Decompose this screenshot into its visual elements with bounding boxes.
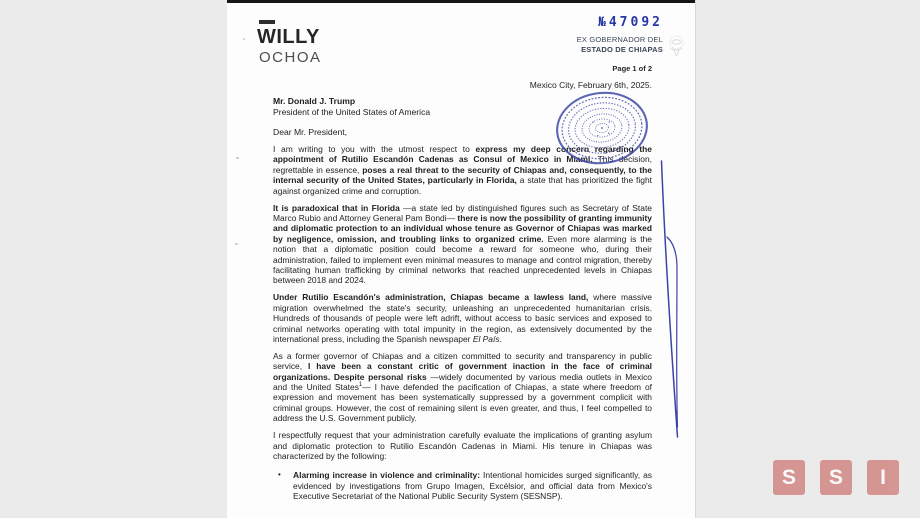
letter-page	[227, 0, 696, 518]
logo-text-ochoa: OCHOA	[259, 49, 322, 66]
letter-paragraph: I am writing to you with the utmost respect to express my deep concern regarding the appointment of Rutilio Escandón Cadenas as Consul of Mexico in Miami. This decision, regrettable in essence, poses a real threat to the security of Chiapas and, consequently, to the internal security of the United States, particularly in Florida, a state that has prioritized the fight against organized crime and corruption.	[273, 144, 653, 196]
ssi-watermark-letter: S	[820, 460, 852, 495]
letter-body	[273, 144, 652, 502]
recipient-block	[273, 96, 430, 117]
page-top-scan-edge	[227, 0, 695, 3]
office-title	[577, 35, 663, 55]
scan-speck	[235, 243, 238, 245]
scan-speck	[236, 157, 239, 159]
logo-text-willy: WILLY	[257, 26, 320, 48]
willy-ochoa-logo	[257, 20, 322, 65]
folio-stamp-number: №47092	[598, 15, 663, 30]
ssi-watermark	[773, 460, 899, 495]
bullet-marker: •	[278, 470, 281, 480]
page-indicator: Page 1 of 2	[612, 64, 652, 73]
letterhead-right-block	[577, 15, 663, 55]
bullet-item: • Alarming increase in violence and criminality: Intentional homicides surged significantly, as evidenced by investigations from Grupo Imagen, Excélsior, and official data from Mexico's Executive Secretariat of the National Public Security System (SESNSP).	[278, 470, 652, 502]
recipient-title: President of the United States of America	[273, 106, 431, 117]
letter-paragraph: I respectfully request that your administration carefully evaluate the implications of granting asylum and diplomatic protection to Rutilio Escandón Cadenas in Miami. His tenure in Chiapas was characterized by the following:	[273, 430, 652, 461]
letter-paragraph: Under Rutilio Escandón's administration, Chiapas became a lawless land, where massive migration overwhelmed the state's security, unleashing an unprecedented humanitarian crisis. Hundreds of thousands of people were left adrift, without access to basic services and exposed to criminal networks operating with total impunity in the region, as extensively documented by the international press, including the Spanish newspaper El País.	[273, 292, 652, 344]
date-line: Mexico City, February 6th, 2025.	[529, 80, 652, 90]
recipient-name: Mr. Donald J. Trump	[273, 96, 356, 106]
ssi-watermark-letter: S	[773, 460, 805, 495]
coat-of-arms-icon	[667, 34, 686, 62]
letter-paragraph: As a former governor of Chiapas and a citizen committed to security and transparency in public service, I have been a constant critic of government inaction in the face of criminal organizations. Despite personal risks —widely documented by various media outlets in Mexico and the United States$^1$— I have defended the pacification of Chiapas, a state where freedom of expression and movement has been systematically suppressed by a government complicit with criminal groups. However, the cost of remaining silent is even greater, and thus, I feel compelled to address the U.S. Government publicly.	[273, 350, 653, 424]
scan-speck	[243, 38, 245, 40]
letter-paragraph: It is paradoxical that in Florida —a state led by distinguished figures such as Secretary of State Marco Rubio and Attorney General Pam Bondi— there is now the possibility of granting immunity and diplomatic protection to an individual whose tenure as Governor of Chiapas was marked by negligence, omission, and troubling links to organized crime. Even more alarming is the notion that a diplomatic position could become a reward for someone who, during their administration, failed to implement even minimal measures to manage and control migration, thereby facilitating human trafficking by criminal networks that reached unprecedented levels in Chiapas between 2018 and 2024.	[273, 202, 652, 286]
salutation: Dear Mr. President,	[273, 127, 348, 137]
logo-bar	[259, 20, 275, 24]
ssi-watermark-letter: I	[867, 460, 899, 495]
office-title-line1: EX GOBERNADOR DEL	[576, 35, 663, 44]
office-title-line2: ESTADO DE CHIAPAS	[581, 44, 663, 54]
official-round-stamp	[555, 90, 649, 171]
